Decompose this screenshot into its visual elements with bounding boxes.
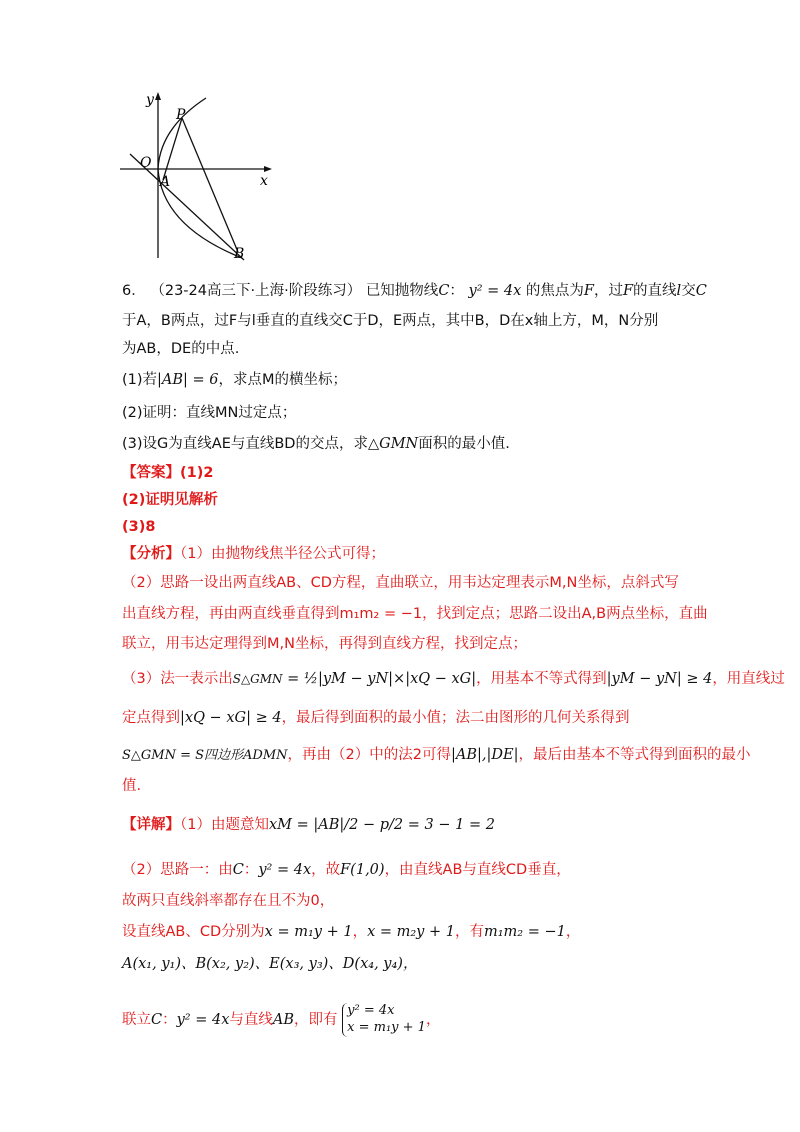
system-eq-1: y² = 4x xyxy=(347,1003,395,1018)
math-points: A(x₁, y₁)、B(x₂, y₂)、E(x₃, y₃)、D(x₄, y₄)， xyxy=(122,956,418,972)
math-c4: C xyxy=(151,1011,163,1028)
detail-line-2 xyxy=(122,863,571,878)
math-gmn: △GMN xyxy=(367,436,419,452)
text: 面积的最小值. xyxy=(418,436,510,452)
text: ，由直线AB与直线CD垂直， xyxy=(384,862,571,878)
problem-line-1: 6． （23-24高三下·上海·阶段练习） 已知抛物线C： y² = 4x 的焦点为F，过F的直线l交C xyxy=(122,283,707,299)
detail-label: 【详解】 xyxy=(122,817,180,833)
text: ， xyxy=(425,1011,441,1028)
detail-line-6 xyxy=(122,1003,440,1037)
analysis-line-2: （2）思路一设出两直线AB、CD方程，直曲联立，用韦达定理表示M,N坐标，点斜式写 xyxy=(122,575,679,591)
label-p: P xyxy=(176,107,186,123)
question-1 xyxy=(122,373,347,388)
detail-line-1 xyxy=(122,818,495,833)
text: 联立 xyxy=(122,1011,151,1028)
detail-line-3: 故两只直线斜率都存在且不为0， xyxy=(122,893,335,909)
math-parabola-3: y² = 4x xyxy=(176,1011,230,1028)
label-a: A xyxy=(160,174,171,190)
math-ineq-y: |yM − yN| ≥ 4 xyxy=(606,671,713,687)
detail-line-4 xyxy=(122,925,580,940)
math-area-formula: = ½|yM − yN|×|xQ − xG| xyxy=(287,671,477,687)
analysis-line-7 xyxy=(122,748,751,763)
text: (3)设G为直线AE与直线BD的交点，求 xyxy=(122,436,368,452)
text: （3）法一表示出 xyxy=(122,671,233,687)
system-eq-2: x = m₁y + 1 xyxy=(347,1019,426,1035)
math-c: C xyxy=(438,283,450,299)
math-line-ab: x = m₁y + 1 xyxy=(264,924,353,940)
math-s-gmn: S△GMN xyxy=(232,672,283,686)
text: ： xyxy=(243,862,259,878)
text: ， xyxy=(565,924,581,940)
text: ，即有 xyxy=(294,1011,338,1028)
math-s-quad: S△GMN = S四边形ADMN xyxy=(122,748,288,763)
analysis-line-1 xyxy=(122,547,385,562)
math-l: l xyxy=(676,283,682,299)
parabola-curve-lower xyxy=(158,169,242,258)
segment-pb xyxy=(182,118,238,252)
text: (1)若 xyxy=(122,372,158,388)
question-2: (2)证明：直线MN过定点； xyxy=(122,405,297,421)
math-c3: C xyxy=(232,862,244,878)
label-b: B xyxy=(234,246,245,262)
text: ，再由（2）中的法2可得 xyxy=(287,747,451,763)
segment-pa xyxy=(163,118,182,180)
math-line-cd: x = m₂y + 1 xyxy=(367,924,455,940)
text: 的直线 xyxy=(633,283,677,299)
math-focus: F(1,0) xyxy=(340,862,385,878)
text: ，求点M的横坐标； xyxy=(218,372,348,388)
question-3 xyxy=(122,437,510,452)
parabola-figure xyxy=(118,88,278,268)
text: （1）由抛物线焦半径公式可得； xyxy=(180,546,385,562)
text: ： xyxy=(162,1011,177,1028)
problem-line-3: 为AB，DE的中点. xyxy=(122,341,240,357)
text: ，最后由基本不等式得到面积的最小 xyxy=(518,747,751,763)
answer-line-3: (3)8 xyxy=(122,519,156,535)
math-f: F xyxy=(583,283,594,299)
math-ab-de: |AB|,|DE| xyxy=(451,747,519,763)
analysis-line-5 xyxy=(122,672,785,687)
answer-label: 【答案】 xyxy=(122,465,180,481)
text: ，最后得到面积的最小值；法二由图形的几何关系得到 xyxy=(281,710,630,726)
analysis-line-8: 值. xyxy=(122,778,142,794)
text: ，用直线过 xyxy=(712,671,785,687)
math-m1m2: m₁m₂ = −1 xyxy=(483,924,566,940)
problem-number: 6． xyxy=(122,283,146,299)
text: ，用基本不等式得到 xyxy=(476,671,607,687)
math-ab-eq: |AB| = 6 xyxy=(157,372,219,388)
y-axis-arrow xyxy=(155,92,161,100)
detail-line-5 xyxy=(122,957,417,972)
math-c2: C xyxy=(695,283,707,299)
text: （2）思路一：由 xyxy=(122,862,233,878)
text: 的焦点为 xyxy=(525,283,584,299)
analysis-line-4: 联立，用韦达定理得到M,N坐标，再得到直线方程，找到定点； xyxy=(122,636,527,652)
analysis-line-3: 出直线方程，再由两直线垂直得到m₁m₂ = −1，找到定点；思路二设出A,B两点坐标，直曲 xyxy=(122,606,708,622)
answer-line-1 xyxy=(122,466,213,481)
label-x: x xyxy=(260,173,268,189)
answer-line-2: (2)证明见解析 xyxy=(122,492,218,508)
math-xm: xM = |AB|/2 − p/2 = 3 − 1 = 2 xyxy=(268,817,495,833)
math-parabola-2: y² = 4x xyxy=(258,862,312,878)
x-axis-arrow xyxy=(264,166,272,172)
text: ，故 xyxy=(311,862,341,878)
text: 与直线 xyxy=(229,1011,273,1028)
equation-system xyxy=(342,1003,426,1037)
label-y: y xyxy=(146,92,154,108)
label-o: O xyxy=(140,155,152,171)
text: 定点得到 xyxy=(122,710,180,726)
text: 已知抛物线 xyxy=(365,283,439,299)
math-f2: F xyxy=(622,283,634,299)
analysis-line-6 xyxy=(122,711,630,726)
math-ineq-x: |xQ − xG| ≥ 4 xyxy=(180,710,282,726)
math-parabola: y² = 4x xyxy=(468,283,522,299)
text: ，过 xyxy=(593,283,623,299)
answer-1: (1)2 xyxy=(180,465,214,481)
text: ， xyxy=(352,924,368,940)
problem-line-2: 于A，B两点，过F与l垂直的直线交C于D，E两点，其中B，D在x轴上方，M，N分别 xyxy=(122,313,659,329)
text: 交 xyxy=(681,283,696,299)
text: 设直线AB、CD分别为 xyxy=(122,924,265,940)
text: （1）由题意知 xyxy=(180,817,269,833)
math-ab-2: AB xyxy=(272,1011,295,1028)
problem-source: （23-24高三下·上海·阶段练习） xyxy=(150,283,362,299)
text: ，有 xyxy=(454,924,484,940)
analysis-label: 【分析】 xyxy=(122,546,180,562)
